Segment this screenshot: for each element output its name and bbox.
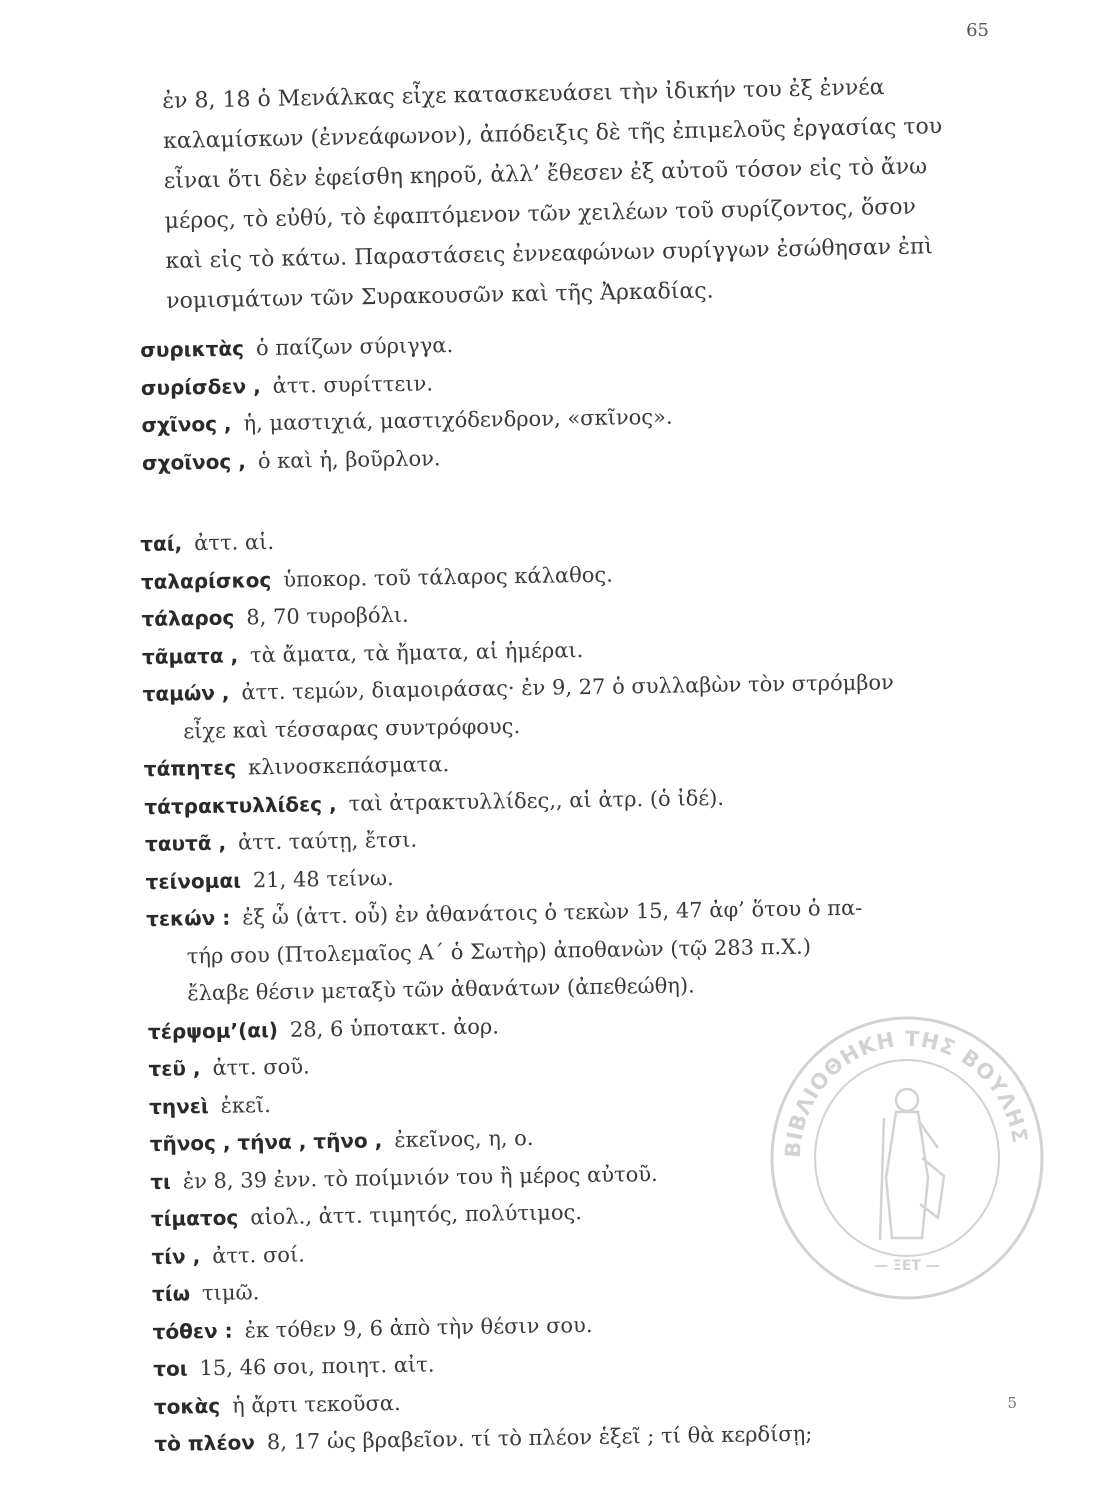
entry-definition: ἐκ τόθεν 9, 6 ἀπὸ τὴν θέσιν σου. [244, 1312, 593, 1342]
intro-line: καὶ εἰς τὸ κάτω. Παραστάσεις ἐννεαφώνων συρίγγων ἐσώθησαν ἐπὶ [165, 234, 934, 274]
entry-headword: ταλαρίσκος [140, 567, 272, 594]
entry-definition: ἀττ. σοῦ. [212, 1054, 310, 1080]
corner-mark: 5 [1007, 1394, 1017, 1412]
entry-headword: τεκών : [145, 905, 231, 931]
intro-line: εἶναι ὅτι δὲν ἐφείσθη κηροῦ, ἀλλ’ ἔθεσεν ἐξ αὐτοῦ τόσον εἰς τὸ ἄνω [163, 154, 928, 194]
entry-definition: τὰ ἄματα, τὰ ἤματα, αἱ ἡμέραι. [249, 637, 584, 667]
svg-text:ΒΙΒΛΙΟΘΗΚΗ ΤΗΣ ΒΟΥΛΗΣ ΤΩΝ ΕΛΛΗ [762, 1008, 1033, 1158]
entry-definition: ἀττ. συρίττειν. [272, 370, 434, 398]
library-stamp [762, 1008, 1052, 1308]
entry-headword: τηνεὶ [148, 1093, 209, 1119]
entry-headword: τίν , [151, 1243, 201, 1269]
entry-definition: ὁ παίζων σύριγγα. [255, 333, 454, 361]
entry-headword: τάπητες [143, 755, 237, 781]
entry-definition: ἐξ ὧ (ἀττ. οὗ) ἐν ἀθανάτοις ὁ τεκὼν 15, 47 ἀφ’ ὅτου ὁ πα- [242, 895, 863, 930]
entry-definition: ἐκεῖνος, η, ο. [394, 1125, 534, 1153]
entry-definition: ἡ ἄρτι τεκοῦσα. [231, 1390, 401, 1418]
entry-headword: τῆνος , τήνα , τῆνο , [149, 1128, 383, 1156]
entry-headword: ταυτᾶ , [144, 830, 227, 856]
entry-headword: συρίσδεν , [140, 373, 261, 400]
entry-headword: τοι [153, 1356, 188, 1381]
stamp-seal-icon [762, 1008, 1052, 1308]
entry-continuation: τήρ σου (Πτολεμαῖος Α´ ὁ Σωτὴρ) ἀποθανὼν (τῷ 283 π.Χ.) [186, 934, 812, 968]
entry-definition: 8, 17 ὡς βραβεῖον. τί τὸ πλέον ἑξεῖ ; τί θὰ κερδίσῃ; [266, 1421, 813, 1455]
entry-headword: τεῦ , [148, 1056, 201, 1081]
entry-definition: τιμῶ. [201, 1280, 260, 1306]
entry-definition: 8, 70 τυροβόλι. [246, 602, 409, 630]
entry-headword: τέρψομ’(αι) [147, 1017, 279, 1044]
entry-headword: τίματος [150, 1205, 239, 1231]
entry-headword: σχοῖνος , [141, 448, 247, 475]
entry-headword: ταί, [140, 531, 183, 556]
entry-continuation: εἶχε καὶ τέσσαρας συντρόφους. [183, 713, 521, 743]
entry-definition: ὑποκορ. τοῦ τάλαρος κάλαθος. [283, 562, 614, 592]
entry-headword: τίω [151, 1281, 191, 1306]
entry-headword: συρικτὰς [140, 336, 245, 362]
entry-definition: ἀττ. ταύτῃ, ἔτσι. [237, 827, 418, 855]
entry-definition: 21, 48 τείνω. [252, 865, 394, 892]
entries-tau [140, 512, 1015, 1463]
entries-sigma [140, 318, 1002, 481]
entry-definition: ἀττ. σοί. [212, 1242, 306, 1268]
entry-headword: τι [150, 1169, 172, 1194]
stamp-bottom-text: — ΞΕΤ — [874, 1258, 940, 1274]
entry-headword: τᾶματα , [141, 642, 239, 669]
entry-definition: ἐν 8, 39 ἐνν. τὸ ποίμνιόν του ἢ μέρος αὐτοῦ. [182, 1161, 658, 1193]
intro-line: νομισμάτων τῶν Συρακουσῶν καὶ τῆς Ἀρκαδίας. [165, 278, 714, 314]
entry-headword: τάλαρος [141, 605, 235, 631]
intro-line: μέρος, τὸ εὐθύ, τὸ ἐφαπτόμενον τῶν χειλέων τοῦ συρίζοντος, ὅσον [164, 194, 917, 234]
entry-definition: ἀττ. αἱ. [193, 529, 275, 556]
intro-paragraph [162, 66, 1004, 322]
entry-headword: ταμών , [142, 680, 230, 706]
entry-definition: αἰολ., ἀττ. τιμητός, πολύτιμος. [250, 1200, 583, 1230]
intro-line: ἐν 8, 18 ὁ Μενάλκας εἶχε κατασκευάσει τὴν ἰδικήν του ἐξ ἐννέα [162, 75, 885, 114]
figure-icon [880, 1089, 944, 1240]
entry-headword: σχῖνος , [141, 411, 232, 437]
page-number: 65 [966, 20, 989, 41]
stamp-text: ΒΙΒΛΙΟΘΗΚΗ ΤΗΣ ΒΟΥΛΗΣ [780, 1026, 1033, 1159]
entry-continuation: ἔλαβε θέσιν μεταξὺ τῶν ἀθανάτων (ἀπεθεώθη). [187, 973, 695, 1006]
entry-definition: 28, 6 ὑποτακτ. ἀορ. [289, 1013, 500, 1042]
entry-headword: τάτρακτυλλίδες , [144, 791, 337, 819]
entry-definition: ὁ καὶ ἡ, βοῦρλον. [257, 445, 441, 473]
entry-definition: ἡ, μαστιχιά, μαστιχόδενδρον, «σκῖνος». [243, 404, 673, 436]
intro-line: καλαμίσκων (ἐννεάφωνον), ἀπόδειξις δὲ τῆς ἐπιμελοῦς ἐργασίας του [162, 114, 943, 154]
entry-definition: 15, 46 σοι, ποιητ. αἰτ. [199, 1352, 435, 1381]
entry-definition: ταὶ ἀτρακτυλλίδες,, αἱ ἀτρ. (ὁ ἰδέ). [348, 785, 725, 816]
entry-definition: ἐκεῖ. [220, 1092, 272, 1118]
entry-definition: κλινοσκεπάσματα. [247, 752, 450, 780]
entry-headword: τείνομαι [145, 867, 242, 894]
entry-headword: τοκὰς [153, 1393, 221, 1419]
entry-definition: ἀττ. τεμών, διαμοιράσας· ἐν 9, 27 ὁ συλλαβὼν τὸν στρόμβον [241, 670, 895, 705]
entry-headword: τὸ πλέον [154, 1430, 256, 1456]
entry-headword: τόθεν : [152, 1318, 233, 1344]
